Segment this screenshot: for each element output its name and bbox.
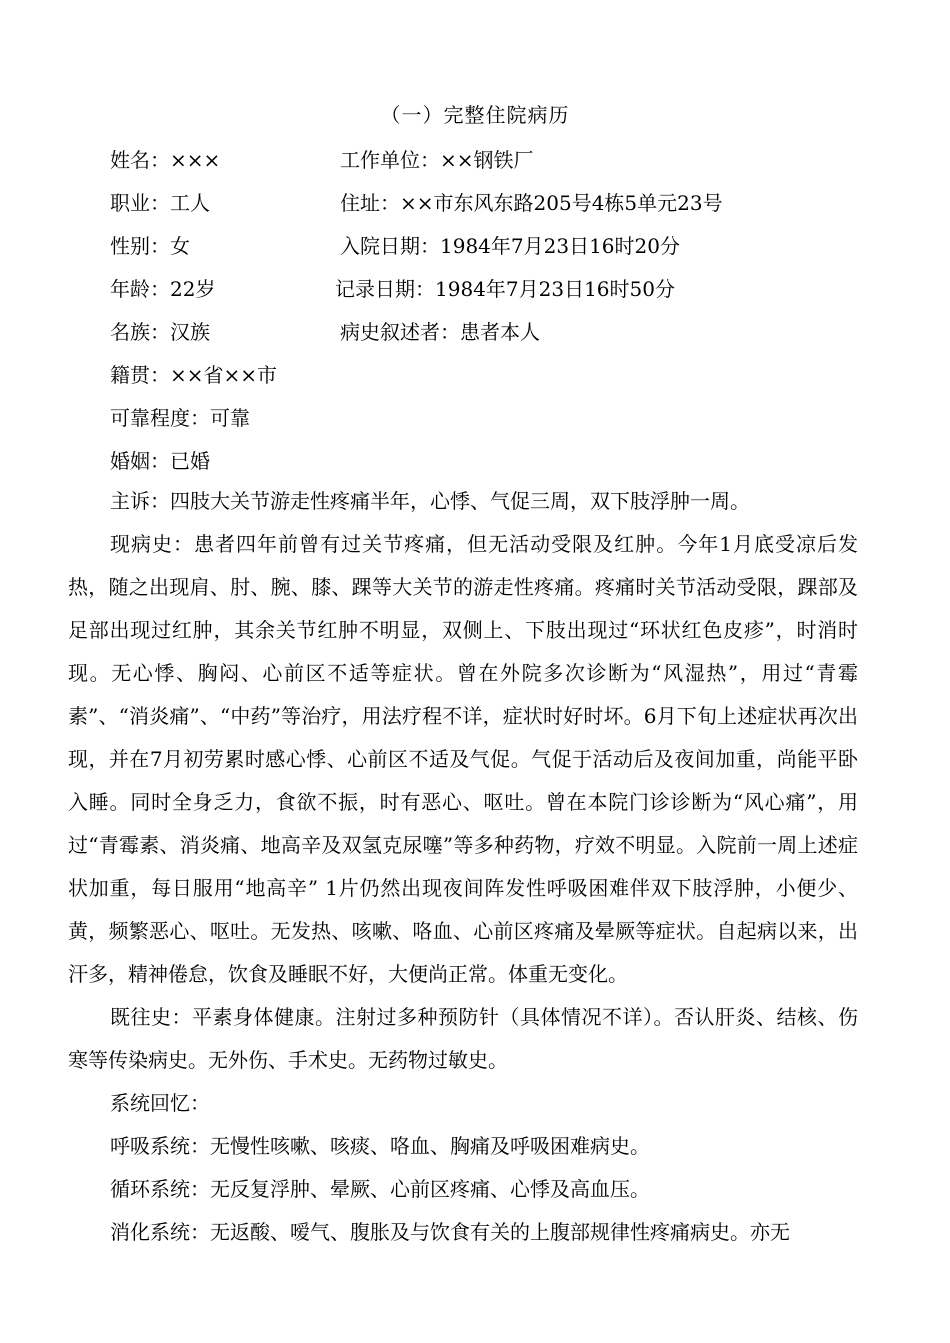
info-row-ethnicity xyxy=(110,317,890,360)
respiratory-system: 呼吸系统：无慢性咳嗽、咳痰、咯血、胸痛及呼吸困难病史。 xyxy=(110,1134,650,1158)
native-place: 籍贯：××省××市 xyxy=(110,363,278,387)
info-row-native-place xyxy=(110,360,890,403)
reliability: 可靠程度：可靠 xyxy=(110,406,250,430)
past-history: 既往史：平素身体健康。注射过多种预防针（具体情况不详）。否认肝炎、结核、伤寒等传染病史。无外伤、手术史。无药物过敏史。 xyxy=(68,1005,858,1072)
info-row-age xyxy=(110,274,890,317)
work-unit: 工作单位：××钢铁厂 xyxy=(340,148,534,172)
present-illness: 现病史：患者四年前曾有过关节疼痛，但无活动受限及红肿。今年1月底受凉后发热，随之出现肩、肘、腕、膝、踝等大关节的游走性疼痛。疼痛时关节活动受限，踝部及足部出现过红肿，其余关节红肿不明显，双侧上、下肢出现过“环状红色皮疹”，时消时现。无心悸、胸闷、心前区不适等症状。曾在外院多次诊断为“风湿热”，用过“青霉素”、“消炎痛”、“中药”等治疗，用法疗程不详，症状时好时坏。6月下旬上述症状再次出现，并在7月初劳累时感心悸、心前区不适及气促。气促于活动后及夜间加重，尚能平卧入睡。同时全身乏力，食欲不振，时有恶心、呕吐。曾在本院门诊诊断为“风心痛”，用过“青霉素、消炎痛、地高辛及双氢克尿噻”等多种药物，疗效不明显。入院前一周上述症状加重，每日服用“地高辛” 1片仍然出现夜间阵发性呼吸困难伴双下肢浮肿，小便少、黄，频繁恶心、呕吐。无发热、咳嗽、咯血、心前区疼痛及晕厥等症状。自起病以来，出汗多，精神倦怠，饮食及睡眠不好，大便尚正常。体重无变化。 xyxy=(68,532,858,986)
sex: 性别：女 xyxy=(110,234,190,258)
chief-complaint: 主诉：四肢大关节游走性疼痛半年，心悸、气促三周，双下肢浮肿一周。 xyxy=(110,489,750,513)
ethnicity: 名族：汉族 xyxy=(110,320,210,344)
circulatory-system: 循环系统：无反复浮肿、晕厥、心前区疼痛、心悸及高血压。 xyxy=(110,1177,650,1201)
patient-name: 姓名：××× xyxy=(110,148,221,172)
patient-info xyxy=(110,145,890,489)
age: 年龄：22岁 xyxy=(110,277,216,301)
record-body xyxy=(68,480,858,1254)
info-row-sex xyxy=(110,231,890,274)
digestive-system: 消化系统：无返酸、嗳气、腹胀及与饮食有关的上腹部规律性疼痛病史。亦无 xyxy=(110,1220,790,1244)
marriage: 婚姻：已婚 xyxy=(110,449,210,473)
record-date: 记录日期：1984年7月23日16时50分 xyxy=(335,277,675,301)
info-row-occupation xyxy=(110,188,890,231)
history-narrator: 病史叙述者：患者本人 xyxy=(340,320,540,344)
page-title: （一）完整住院病历 xyxy=(380,103,570,127)
occupation: 职业：工人 xyxy=(110,191,210,215)
info-row-reliability xyxy=(110,403,890,446)
info-row-name xyxy=(110,145,890,188)
address: 住址：××市东风东路205号4栋5单元23号 xyxy=(340,191,723,215)
admission-date: 入院日期：1984年7月23日16时20分 xyxy=(340,234,680,258)
systems-review-heading: 系统回忆： xyxy=(110,1091,210,1115)
